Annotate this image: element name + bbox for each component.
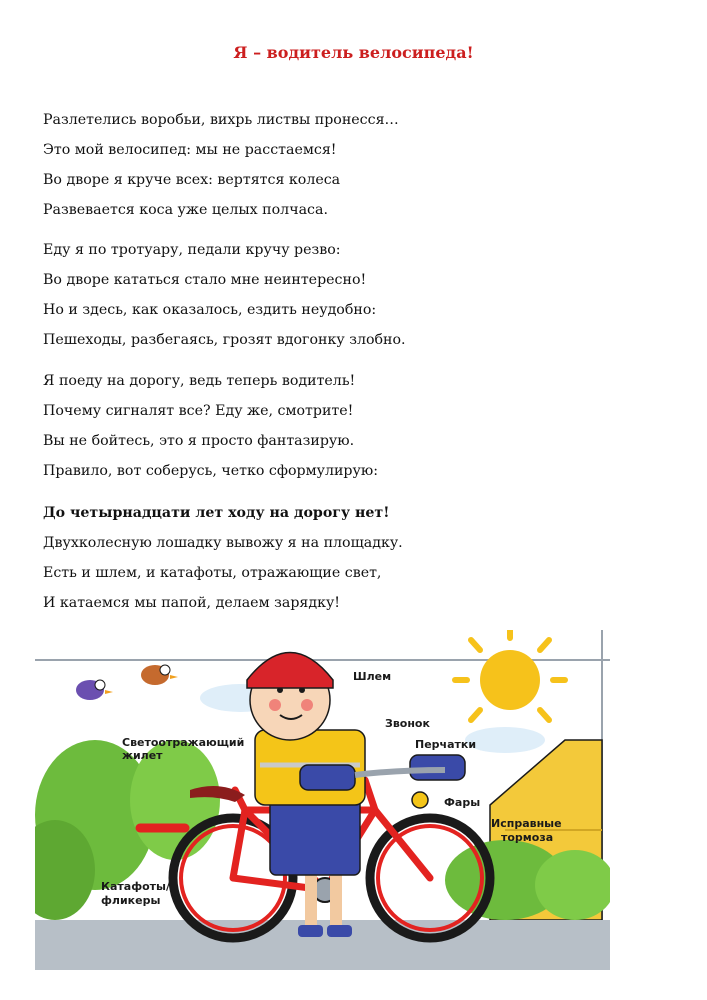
lights-label: Фары <box>444 796 481 809</box>
poem-line: Вы не бойтесь, это я просто фантазирую. <box>43 433 355 449</box>
poem-line: Во дворе кататься стало мне неинтересно! <box>43 272 367 288</box>
page-title: Я – водитель велосипеда! <box>233 43 474 62</box>
poem-line: Почему сигналят все? Еду же, смотрите! <box>43 403 354 419</box>
reflectors-label-line1: Катафоты/ <box>101 880 171 893</box>
bell-label: Звонок <box>385 717 430 730</box>
poem-line: Но и здесь, как оказалось, ездить неудобно: <box>43 302 377 318</box>
gloves-label: Перчатки <box>415 738 477 751</box>
brakes-label-line2: тормоза <box>501 831 554 844</box>
poem-line: Разлетелись воробьи, вихрь листвы пронесся… <box>43 112 399 128</box>
stanza-3 <box>43 366 378 486</box>
poem-line: Еду я по тротуару, педали кручу резво: <box>43 242 341 258</box>
poem-line: Во дворе я круче всех: вертятся колеса <box>43 172 341 188</box>
poem-line: Двухколесную лошадку вывожу я на площадку. <box>43 535 403 551</box>
reflectors-label-line2: фликеры <box>101 894 161 907</box>
poem-line-rule: До четырнадцати лет ходу на дорогу нет! <box>43 505 390 521</box>
cloud <box>465 727 545 753</box>
stanza-4 <box>43 498 403 618</box>
bush-right <box>445 840 610 920</box>
stanza-2 <box>43 235 406 355</box>
poem-line: Правило, вот соберусь, четко сформулирую: <box>43 463 378 479</box>
vest-label-line1: Светоотражающий <box>122 736 245 749</box>
helmet-label: Шлем <box>353 670 392 683</box>
bicycle-safety-illustration <box>35 630 610 970</box>
poem-line: Пешеходы, разбегаясь, грозят вдогонку злобно. <box>43 332 406 348</box>
brakes-label-line1: Исправные <box>491 817 562 830</box>
poem-line: Есть и шлем, и катафоты, отражающие свет, <box>43 565 382 581</box>
stanza-1 <box>43 105 399 225</box>
poem-line: И катаемся мы папой, делаем зарядку! <box>43 595 341 611</box>
poem-line: Я поеду на дорогу, ведь теперь водитель! <box>43 373 356 389</box>
poem-line: Это мой велосипед: мы не расстаемся! <box>43 142 337 158</box>
poem-line: Развевается коса уже целых полчаса. <box>43 202 328 218</box>
vest-label-line2: жилет <box>122 749 163 762</box>
